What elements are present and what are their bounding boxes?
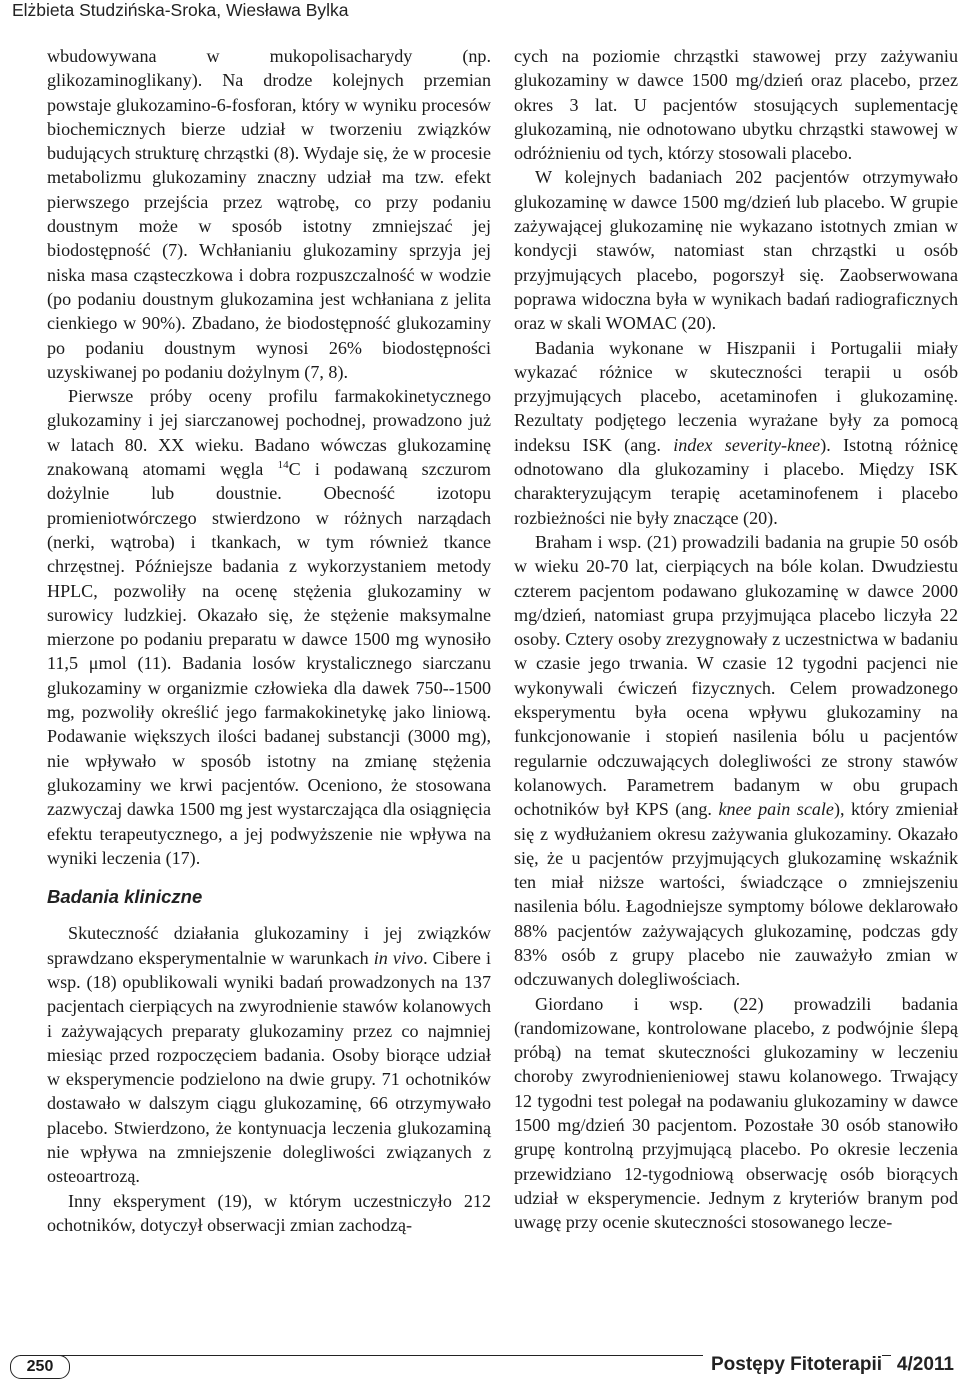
paragraph-202-patients: W kolejnych badaniach 202 pacjentów otrzymywało glukozaminę w dawce 1500 mg/dzień lub placebo. W grupie zażywającej glukozaminę nie wykazano istotnych zmian w kondycji stawów, natomiast stan chrząstki u osób przyjmujących placebo, pogorszył się. Zaobserwowana poprawa widoczna była w wynikach badań radiograficznych oraz w skali WOMAC (20). [514,167,958,334]
text-run: C i podawaną szczurom dożylnie lub doustnie. Obecność izotopu promieniotwórczego stwierdzono w różnych narządach (nerki, wątroba) i tkankach, w tym również tkance chrzęstnej. Późniejsze badania z wykorzystaniem metody HPLC, pozwoliły na ocenę stężenia glukozaminy w surowicy ludzkiej. Okazało się, że stężenie maksymalne mierzone po podaniu preparatu w dawce 1500 mg wynosiło 11,5 μmol (11). Badania losów krystalicznego siarczanu glukozaminy w organizmie człowieka dla dawek 750--1500 mg, pozwoliły określić jego farmakokinetykę jako liniową. Podawanie większych ilości badanej substancji (3000 mg), nie wpływało w sposób istotny na zmianę stężenia glukozaminy we krwi pacjentów. Oceniono, że stosowana zazwyczaj dawka 1500 mg jest wystarczająca dla osiągnięcia efektu terapeutycznego, a jej podwyższenie nie wpływa na wyniki leczenia (17). [47,459,491,868]
paragraph-giordano: Giordano i wsp. (22) prowadzili badania (randomizowane, kontrolowane placebo, z podwójnie ślepą próbą) na temat skuteczności glukozaminy w leczeniu choroby zwyrodnienieniowej stawu kolanowego. Trwający 12 tygodni test polegał na podawaniu glukozaminy w dawce 1500 mg/dzień 30 pacjentom. Pozostałe 30 osób stanowiło grupę kontrolną przyjmującą placebo. Po okresie leczenia przewidziano 12-tygodniową obserwację osób biorących udział w eksperymencie. Jednym z kryteriów branym pod uwagę przy ocenie skuteczności stosowanego lecze- [514,993,958,1233]
page-number: 250 [10,1355,70,1379]
section-heading: Badania kliniczne [47,886,203,908]
text-run: ). Istotną różnicę odnotowano dla glukozaminy i placebo. Między ISK charakteryzującym terapię acetaminofenem i placebo rozbieżności nie były znaczące (20). [514,434,958,528]
paragraph-spain-portugal [514,336,958,530]
paragraph-clinical-studies [47,921,491,1188]
running-head-authors: Elżbieta Studzińska-Sroka, Wiesława Bylka [12,0,349,20]
text-run: Braham i wsp. (21) prowadzili badania na grupie 50 osób w wieku 20-70 lat, cierpiących na bóle kolan. Dwudziestu czterem pacjentom podawano glukozaminę w dawce 2000 mg/dzień, natomiast grupa przyjmująca placebo liczyła 22 osoby. Cztery osoby zrezygnowały z uczestnictwa w badaniu w czasie jego trwania. W czasie 12 tygodni pacjenci nie wykonywali ćwiczeń fizycznych. Celem prowadzonego eksperymentu była ocena wpływu glukozaminy na funkcjonowanie i stopień nasilenia bólu u pacjentów regularnie odczuwających dolegliwości ze strony stawów kolanowych. Parametrem badanym w obu grupach ochotników był KPS (ang. [514,531,958,820]
italic-term: index severity-knee [673,434,821,455]
paragraph-braham [514,530,958,992]
italic-term: knee pain scale [718,799,834,820]
isotope-superscript: 14 [277,459,289,472]
journal-issue: 4/2011 [891,1354,954,1376]
paragraph-another-experiment: Inny eksperyment (19), w którym uczestniczyło 212 ochotników, dotyczył obserwacji zmian zachodzą- [47,1190,491,1235]
right-column [514,44,958,1235]
text-run: Skuteczność działania glukozaminy i jej związków sprawdzano eksperymentalnie w warunkach [47,923,491,968]
text-run: ), który zmieniał się z wydłużaniem okresu zażywania glukozaminy. Okazało się, że u pacjentów przyjmujących glukozaminę wskaźnik ten miał niższe wartości, świadczące o zmniejszeniu nasilenia bólu. Łagodniejsze symptomy bólowe deklarowało 88% pacjentów zażywających glukozaminę, podczas gdy 83% osób z grupy placebo nie zauważyło zmian w odczuwanych dolegliwościach. [514,799,959,990]
text-run: . Cibere i wsp. (18) opublikowali wyniki badań prowadzonych na 137 pacjentach cierpiących na zwyrodnienie stawów kolanowych i zażywających preparaty glukozaminy przez co najmniej miesiąc przed rozpoczęciem badania. Osoby biorące udział w eksperymencie podzielono na dwie grupy. 71 ochotników dostawało w dalszym ciągu glukozaminę, 66 otrzymywało placebo. Stwierdzono, że kontynuacja leczenia glukozaminą nie wpływa na zmniejszenie dolegliwości związanych z osteoartrozą. [47,947,492,1187]
text-run: Badania wykonane w Hiszpanii i Portugalii miały wykazać różnice w skuteczności terapii u osób przyjmujących placebo, acetaminofen i glukozaminę. Rezultaty podjętego leczenia wyrażane były za pomocą indeksu ISK (ang. [514,337,958,455]
paragraph-pharmacokinetic-studies [47,384,491,870]
text-run: Pierwsze próby oceny profilu farmakokinetycznego glukozaminy i jej siarczanowej pochodnej, prowadzono już w latach 80. XX wieku. Badano wówczas glukozaminę znakowaną atomami węgla [47,386,491,480]
italic-term: in vivo [373,947,424,968]
left-column [47,44,491,1237]
paragraph-pharmacokinetics-intro: wbudowywana w mukopolisacharydy (np. glikozaminoglikany). Na drodze kolejnych przemian powstaje glukozamino-6-fosforan, który w wyniku procesów biochemicznych bierze udział w tworzeniu związków budujących strukturę chrząstki (8). Wydaje się, że w procesie metabolizmu glukozaminy znaczny udział ma tzw. efekt pierwszego przejścia przez wątrobę, co przy podaniu doustnym może w sposób istotny zmniejszać jej biodostępność (7). Wchłanianiu glukozaminy sprzyja jej niska masa cząsteczkowa i dobra rozpuszczalność w wodzie (po podaniu doustnym glukozamina jest wchłaniana z jelita cienkiego w 90%). Zbadano, że biodostępność glukozaminy po podaniu doustnym wynosi 26% biodostępności uzyskiwanej po podaniu dożylnym (7, 8). [47,46,491,382]
journal-name: Postępy Fitoterapii [703,1354,882,1376]
paragraph-continuation: cych na poziomie chrząstki stawowej przy zażywaniu glukozaminy w dawce 1500 mg/dzień oraz placebo, przez okres 3 lat. U pacjentów stosujących suplementację glukozaminą, nie odnotowano ubytku chrząstki stawowej w odróżnieniu od tych, którzy stosowali placebo. [514,46,958,164]
